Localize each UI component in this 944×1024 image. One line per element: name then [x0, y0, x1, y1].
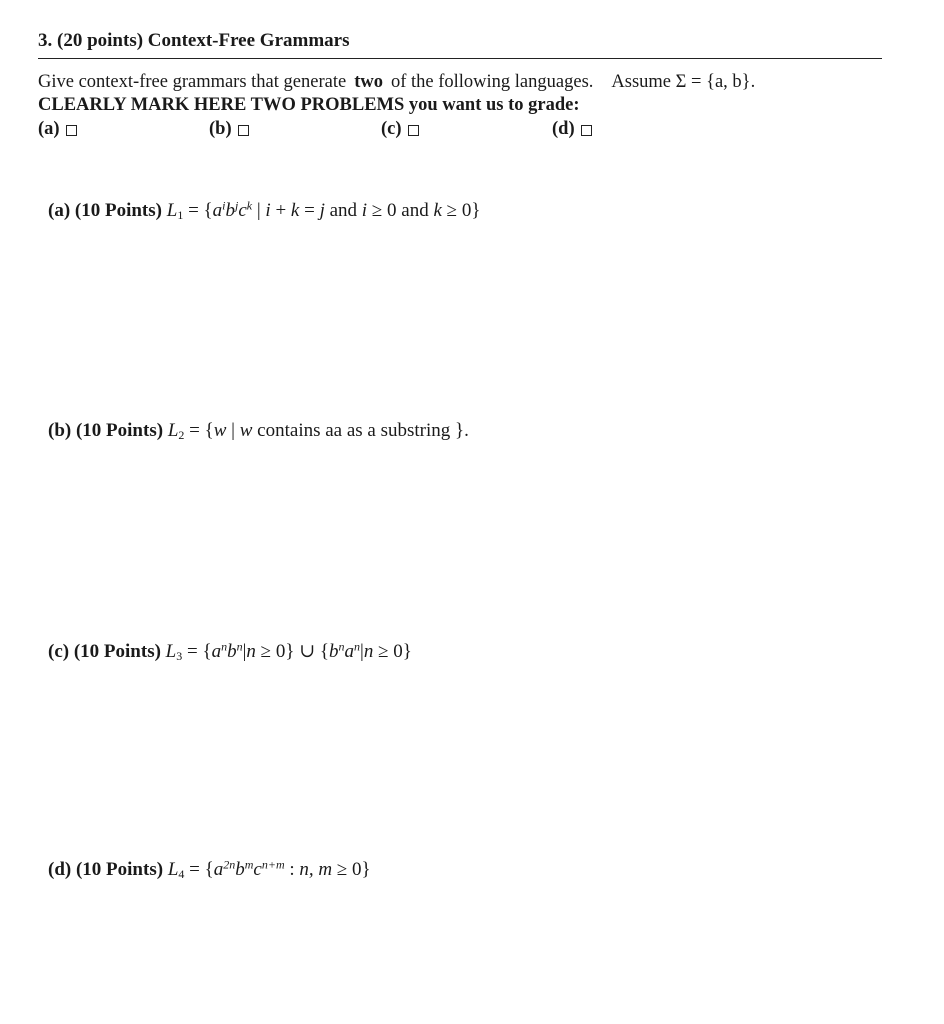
choice-b-checkbox[interactable]: [238, 125, 249, 136]
problem-a: [48, 200, 480, 222]
choice-b-label: (b): [209, 119, 232, 139]
choice-c-checkbox[interactable]: [408, 125, 419, 136]
problem-b-equals: = {: [184, 420, 214, 441]
problem-d: [48, 859, 371, 881]
problem-b-label: (b) (10 Points): [48, 420, 164, 441]
choice-d-label: (d): [552, 119, 575, 139]
problem-a-subscript: 1: [177, 208, 184, 222]
choice-b[interactable]: [209, 119, 249, 140]
choice-a-label: (a): [38, 119, 60, 139]
choice-c[interactable]: [381, 119, 419, 140]
problem-d-label: (d) (10 Points): [48, 859, 164, 880]
choice-d[interactable]: [552, 119, 592, 140]
choice-c-label: (c): [381, 119, 402, 139]
intro-emphasis: two: [354, 72, 383, 92]
problem-b-set: w | w contains aa as a substring }.: [213, 420, 469, 441]
problem-a-equals: = {: [183, 200, 213, 221]
problem-c-equals: = {: [182, 641, 212, 662]
problem-a-set: $a^ib^jc^k$ | i + k = j and i ≥ 0 and k ≥ 0}: [212, 198, 481, 221]
choice-a[interactable]: [38, 119, 77, 140]
question-intro: [38, 71, 898, 94]
problem-b-lhs: L: [167, 420, 179, 441]
problem-c-set: $a^nb^n|n \ge 0$} ∪ $\{b^na^n|n \ge 0\}$: [211, 639, 412, 662]
intro-text: Give context-free grammars that generate: [38, 72, 347, 92]
problem-c: [48, 640, 412, 663]
problem-c-subscript: 3: [176, 649, 183, 663]
question-title: 3. (20 points) Context-Free Grammars: [38, 30, 350, 51]
choice-d-checkbox[interactable]: [581, 125, 592, 136]
problem-c-lhs: L: [165, 641, 177, 662]
alphabet-assumption: Assume Σ = {a, b}.: [611, 72, 756, 92]
problem-a-lhs: L: [166, 200, 178, 221]
problem-c-label: (c) (10 Points): [48, 641, 161, 662]
problem-d-subscript: 4: [178, 867, 185, 881]
problem-d-set: $a^{2n}b^mc^{n+m}$ : n, m ≥ 0}: [213, 857, 371, 880]
title-divider: [38, 58, 882, 59]
problem-b: [48, 420, 469, 442]
problem-d-equals: = {: [184, 859, 214, 880]
choice-a-checkbox[interactable]: [66, 125, 77, 136]
intro-rest: of the following languages.: [390, 72, 594, 92]
problem-b-subscript: 2: [178, 428, 185, 442]
problem-d-lhs: L: [167, 859, 179, 880]
problem-a-label: (a) (10 Points): [48, 200, 162, 221]
grading-instruction: CLEARLY MARK HERE TWO PROBLEMS you want us to grade:: [38, 95, 580, 115]
